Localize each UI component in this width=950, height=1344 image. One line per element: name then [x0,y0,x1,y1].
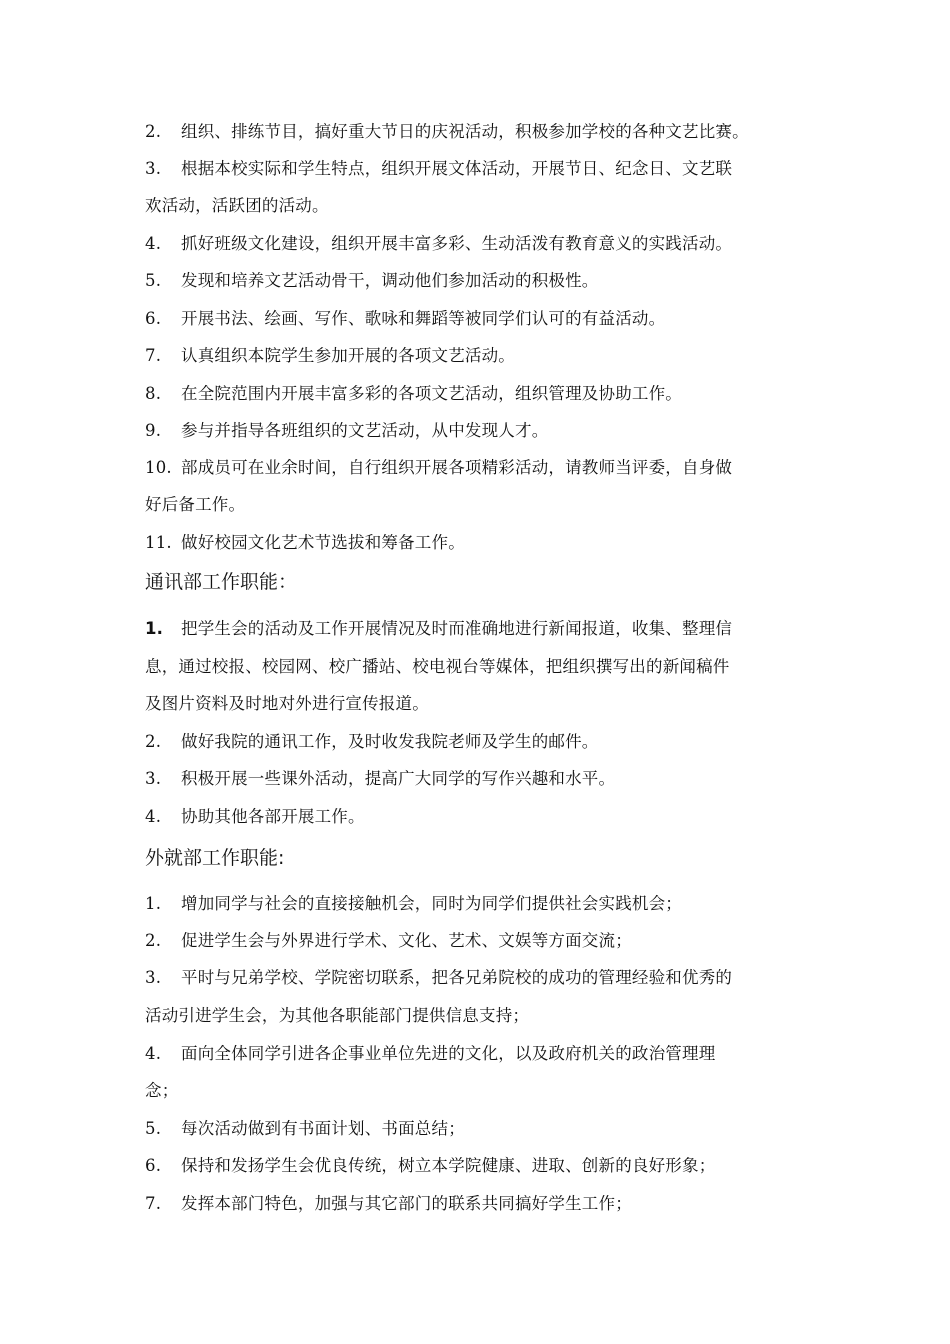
item-text: 把学生会的活动及工作开展情况及时而准确地进行新闻报道，收集、整理信 [181,619,733,638]
item-number: 2. [145,122,162,141]
list-item [145,121,749,143]
list-item [145,308,665,330]
item-number: 9. [145,421,162,440]
item-number: 3. [145,769,162,788]
section-heading: 通讯部工作职能： [145,571,298,593]
item-text: 促进学生会与外界进行学术、文化、艺术、文娱等方面交流； [181,931,632,950]
item-text: 平时与兄弟学校、学院密切联系，把各兄弟院校的成功的管理经验和优秀的 [181,968,733,987]
list-item-continuation: 息，通过校报、校园网、校广播站、校电视台等媒体，把组织撰写出的新闻稿件 [145,657,730,676]
list-item [145,532,465,554]
item-number: 4. [145,234,162,253]
item-number: 3. [145,968,162,987]
item-text: 在全院范围内开展丰富多彩的各项文艺活动，组织管理及协助工作。 [181,384,682,403]
list-item [145,1193,632,1215]
item-number: 1. [145,894,162,913]
list-item [145,383,682,405]
list-item-continuation: 及图片资料及时地对外进行宣传报道。 [145,694,429,713]
item-text: 部成员可在业余时间，自行组织开展各项精彩活动，请教师当评委，自身做 [181,458,733,477]
item-text: 发挥本部门特色，加强与其它部门的联系共同搞好学生工作； [181,1194,632,1213]
item-number: 2. [145,931,162,950]
list-item [145,420,548,442]
item-text: 根据本校实际和学生特点，组织开展文体活动，开展节日、纪念日、文艺联 [181,159,733,178]
list-item-continuation: 念； [145,1081,179,1100]
list-item [145,930,632,952]
item-number: 5. [145,271,162,290]
list-item [145,893,682,915]
item-text: 做好校园文化艺术节选拔和筹备工作。 [181,533,465,552]
section-heading: 外就部工作职能: [145,847,285,869]
item-text: 认真组织本院学生参加开展的各项文艺活动。 [181,346,515,365]
list-item [145,1155,715,1177]
list-item-continuation: 活动引进学生会，为其他各职能部门提供信息支持； [145,1006,530,1025]
item-number: 7. [145,1194,162,1213]
item-text: 协助其他各部开展工作。 [181,807,365,826]
item-number: 6. [145,309,162,328]
item-text: 保持和发扬学生会优良传统，树立本学院健康、进取、创新的良好形象； [181,1156,716,1175]
item-text: 抓好班级文化建设，组织开展丰富多彩、生动活泼有教育意义的实践活动。 [181,234,733,253]
list-item [145,233,732,255]
item-number: 1. [145,619,164,638]
list-item [145,768,615,790]
list-item [145,618,732,640]
item-text: 发现和培养文艺活动骨干，调动他们参加活动的积极性。 [181,271,599,290]
item-number: 11. [145,533,172,552]
list-item [145,1118,465,1140]
list-item [145,158,732,180]
list-item [145,806,365,828]
list-item [145,1043,715,1065]
list-item [145,345,515,367]
item-text: 增加同学与社会的直接接触机会，同时为同学们提供社会实践机会； [181,894,682,913]
item-text: 开展书法、绘画、写作、歌咏和舞蹈等被同学们认可的有益活动。 [181,309,666,328]
item-number: 5. [145,1119,162,1138]
item-text: 每次活动做到有书面计划、书面总结； [181,1119,465,1138]
item-number: 7. [145,346,162,365]
list-item [145,967,732,989]
item-number: 8. [145,384,162,403]
list-item-continuation: 好后备工作。 [145,495,246,514]
list-item [145,270,599,292]
list-item [145,457,732,479]
item-number: 2. [145,732,162,751]
item-number: 10. [145,458,172,477]
item-number: 4. [145,1044,162,1063]
item-text: 做好我院的通讯工作，及时收发我院老师及学生的邮件。 [181,732,599,751]
item-text: 积极开展一些课外活动，提高广大同学的写作兴趣和水平。 [181,769,616,788]
item-text: 面向全体同学引进各企事业单位先进的文化，以及政府机关的政治管理理 [181,1044,716,1063]
list-item [145,731,599,753]
item-number: 3. [145,159,162,178]
list-item-continuation: 欢活动，活跃团的活动。 [145,196,329,215]
item-text: 参与并指导各班组织的文艺活动，从中发现人才。 [181,421,549,440]
item-number: 4. [145,807,162,826]
item-number: 6. [145,1156,162,1175]
item-text: 组织、排练节目，搞好重大节日的庆祝活动，积极参加学校的各种文艺比赛。 [181,122,749,141]
